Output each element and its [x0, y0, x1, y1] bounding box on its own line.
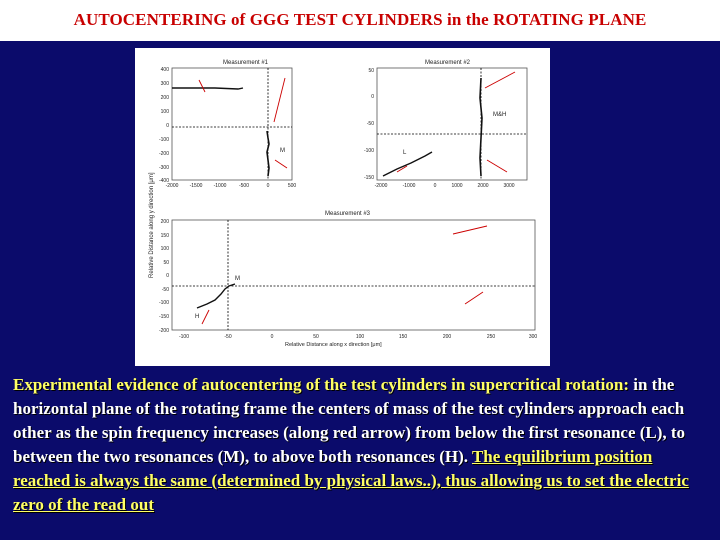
plot2-ytick: -50 [366, 121, 374, 127]
plot1-curve-L [172, 88, 243, 89]
plot3-ytick: 50 [163, 260, 169, 266]
plot1-ytick: 0 [166, 123, 169, 129]
plot1-ytick: -400 [158, 178, 169, 184]
plot2-xticks [375, 183, 515, 189]
caption-conclusion: The equilibrium position reached is always the same (determined by physical laws..), thus allowing us to set the electric zero of the read out [13, 447, 689, 514]
plot2-title: Measurement #2 [425, 60, 471, 66]
plot1-xtick: -2000 [165, 183, 179, 189]
plot2-label-L: L [403, 150, 407, 156]
plot3-ytick: 200 [160, 219, 169, 225]
plot3-ytick: 0 [166, 273, 169, 279]
plot-measurement-1 [159, 60, 296, 189]
plot1-frame [172, 68, 292, 180]
plot3-title: Measurement #3 [325, 211, 371, 217]
plot1-ytick: 200 [160, 95, 169, 101]
plot1-ytick: 100 [160, 109, 169, 115]
slide-title: AUTOCENTERING of GGG TEST CYLINDERS in the ROTATING PLANE [73, 10, 647, 29]
plot3-label-H: H [195, 314, 200, 320]
plot2-ytick: 50 [368, 68, 374, 74]
plot3-ytick: 100 [160, 246, 169, 252]
plot1-xtick: 500 [287, 183, 297, 189]
plot1-xtick: -500 [238, 183, 250, 189]
plot3-yticks [159, 219, 169, 334]
plot3-label-M: M [235, 276, 240, 282]
plot2-ytick: 0 [371, 94, 374, 100]
measurement-plots [135, 48, 550, 366]
measurement-figure [135, 48, 550, 366]
plot1-ytick: -200 [158, 151, 169, 157]
caption-body: in the horizontal plane of the rotating frame the centers of mass of the test cylinders approach each other as the spin frequency increases (along red arrow) from below the first resonance (L), to between the two resonances (M), to above both resonances (H). [13, 375, 686, 466]
caption-lead: Experimental evidence of autocentering of the test cylinders in supercritical rotation: [13, 375, 629, 394]
plot3-ytick: -100 [158, 300, 169, 306]
plot1-title: Measurement #1 [223, 60, 269, 66]
plot3-xtick: -50 [224, 334, 232, 340]
plot1-ytick: -100 [158, 137, 169, 143]
plot3-ytick: 150 [160, 233, 169, 239]
plot1-arrows [199, 78, 287, 168]
plot1-yticks [159, 67, 169, 184]
plot3-xtick: 100 [355, 334, 365, 340]
plot1-xtick: -1000 [213, 183, 227, 189]
plot3-frame [172, 220, 535, 330]
plot3-arrows [202, 226, 487, 324]
plot2-xtick: 0 [433, 183, 437, 189]
plot3-curve [197, 284, 235, 308]
plot2-arrows [397, 72, 515, 172]
plot3-xtick: 0 [270, 334, 274, 340]
plot2-label-MH: M&H [493, 112, 507, 118]
plot2-xtick: 3000 [503, 183, 515, 189]
plot-measurement-2 [364, 60, 527, 189]
plot2-xtick: 2000 [477, 183, 489, 189]
plot3-xtick: 250 [486, 334, 496, 340]
plot1-ytick: 400 [160, 67, 169, 73]
plot2-curve-L [383, 152, 432, 176]
plot3-xticks [179, 334, 537, 340]
caption [13, 373, 707, 517]
y-axis-label: Relative Distance along y direction [μm] [149, 172, 155, 278]
plot3-ytick: -50 [161, 287, 169, 293]
plot3-xtick: 50 [313, 334, 319, 340]
plot3-xtick: -100 [178, 334, 190, 340]
plot1-ytick: 300 [160, 81, 169, 87]
plot2-ytick: -100 [363, 148, 374, 154]
plot3-xtick: 200 [442, 334, 452, 340]
plot2-yticks [364, 68, 374, 181]
plot2-frame [377, 68, 527, 180]
plot-measurement-3 [159, 211, 537, 348]
plot2-curve-MH [480, 78, 482, 176]
plot1-label-M: M [280, 148, 285, 154]
plot3-x-axis-label: Relative Distance along x direction [μm] [285, 342, 382, 348]
plot1-xtick: -1500 [189, 183, 203, 189]
plot2-xtick: -1000 [402, 183, 416, 189]
plot3-ytick: -200 [158, 328, 169, 334]
plot2-ytick: -150 [363, 175, 374, 181]
plot3-xtick: 150 [398, 334, 408, 340]
plot2-xtick: 1000 [451, 183, 463, 189]
plot2-xtick: -2000 [374, 183, 388, 189]
plot1-xticks [166, 183, 297, 189]
plot3-xtick: 300 [528, 334, 538, 340]
plot1-ytick: -300 [158, 165, 169, 171]
plot1-xtick: 0 [266, 183, 270, 189]
plot3-ytick: -150 [158, 314, 169, 320]
